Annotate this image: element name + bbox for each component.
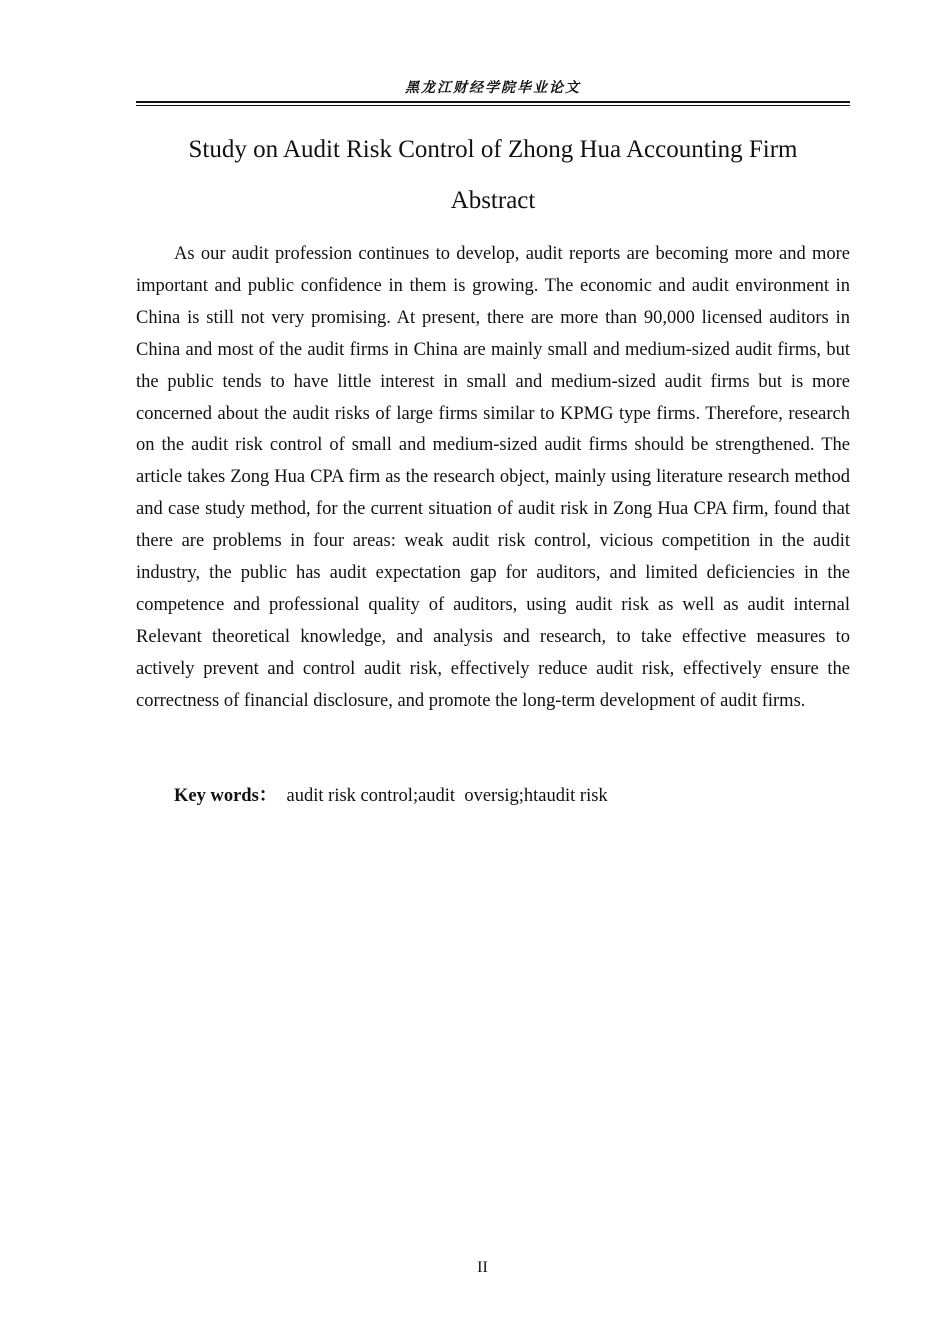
keywords-label: Key words： <box>174 786 278 806</box>
abstract-heading: Abstract <box>450 187 536 214</box>
paper-title: Study on Audit Risk Control of Zhong Hua Accounting Firm <box>188 136 798 163</box>
header-rule-thin <box>136 105 850 106</box>
page-number: II <box>477 1259 488 1276</box>
header-rule-thick <box>136 101 850 103</box>
running-header: 黑龙江财经学院毕业论文 <box>405 81 581 96</box>
keywords-value: audit risk control;audit oversig;htaudit risk <box>277 786 608 806</box>
abstract-body: As our audit profession continues to develop, audit reports are becoming more and more important and public confidence in them is growing. The economic and audit environment in China is still not very promising. At present, there are more than 90,000 licensed auditors in China and most of the audit firms in China are mainly small and medium-sized audit firms, but the public tends to have little interest in small and medium-sized audit firms but is more concerned about the audit risks of large firms similar to KPMG type firms. Therefore, research on the audit risk control of small and medium-sized audit firms should be strengthened. The article takes Zong Hua CPA firm as the research object, mainly using literature research method and case study method, for the current situation of audit risk in Zong Hua CPA firm, found that there are problems in four areas: weak audit risk control, vicious competition in the audit industry, the public has audit expectation gap for auditors, and limited deficiencies in the competence and professional quality of auditors, using audit risk as well as audit internal Relevant theoretical knowledge, and analysis and research, to take effective measures to actively prevent and control audit risk, effectively reduce audit risk, effectively ensure the correctness of financial disclosure, and promote the long-term development of audit firms. <box>136 244 850 711</box>
keywords-line <box>174 782 608 810</box>
